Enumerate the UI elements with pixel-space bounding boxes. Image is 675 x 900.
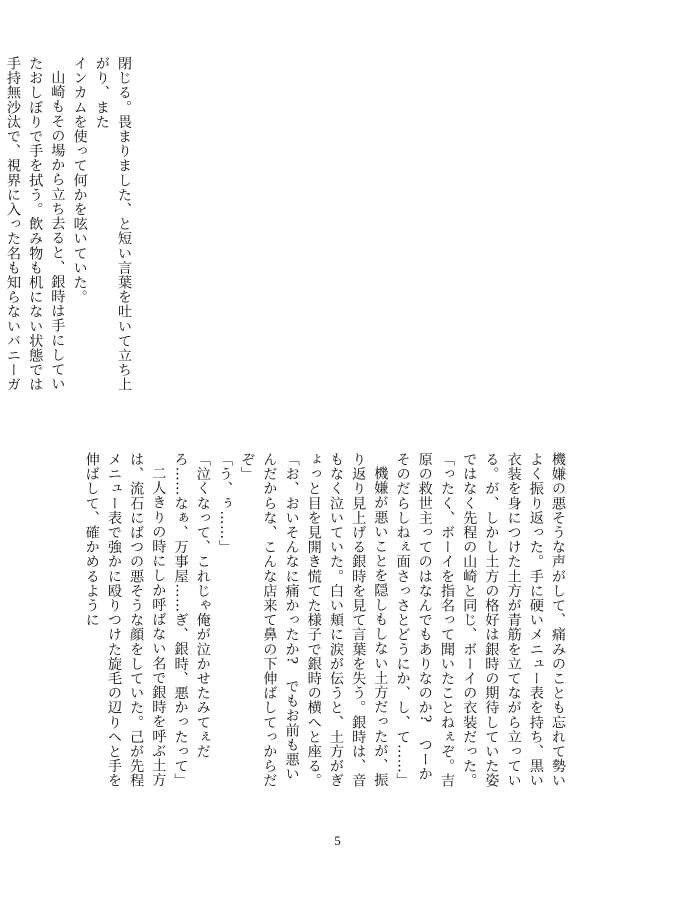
paragraph: 「お、おいそんなに痛かったか? でもお前も悪いんだからな、こんな店来て鼻の下伸ばしてっからだぞ」 bbox=[239, 452, 300, 788]
paragraph: 機嫌が悪いことを隠しもしない土方だったが、振り返り見上げる銀時を見て言葉を失う。銀時は、音もなく泣いていた。白い頬に涙が伝うと、土方がぎょっと目を見開き慌てた様子で銀時の横へと座る。 bbox=[305, 452, 389, 788]
paragraph: 山崎もその場から立ち去ると、銀時は手にしていたおしぼりで手を拭う。飲み物も机にない状態では手持無沙汰で、視界に入った名も知らないバニーガ bbox=[4, 56, 66, 392]
page-number: 5 bbox=[334, 833, 341, 848]
paragraph: インカムを使って何かを呟いていた。 bbox=[71, 56, 88, 305]
paragraph: 「泣くなって、これじゃ俺が泣かせたみてぇだろ……なぁ、万事屋……ぎ、銀時、悪かったって」 bbox=[172, 452, 211, 788]
paragraph: 「う、ぅ……」 bbox=[216, 452, 233, 555]
text-block-lower bbox=[81, 452, 569, 790]
paragraph: 二人きりの時にしか呼ばない名で銀時を呼ぶ土方は、流石にばつの悪そうな顔をしていた。己が先程メニュー表で強かに殴りつけた旋毛の辺りへと手を伸ばして、確かめるように bbox=[83, 452, 167, 788]
paragraph: 閉じる。畏まりました、と短い言葉を吐いて立ち上がり、また bbox=[93, 56, 132, 392]
text-block-upper bbox=[0, 56, 135, 394]
paragraph: 機嫌の悪そうな声がして、痛みのことも忘れて勢いよく振り返った。手に硬いメニュー表を持ち、黒い衣装を身につけた土方が青筋を立てながら立っている。が、しかし土方の格好は銀時の期待していた姿ではなく先程の山崎と同じ、ボーイの衣装だった。 bbox=[461, 452, 566, 788]
paragraph: 「ったく、ボーイを指名って聞いたことねぇぞ。吉原の救世主ってのはなんでもありなのか? つーかそのだらしねぇ面さっさとどうにか、し、て……」 bbox=[394, 452, 455, 788]
